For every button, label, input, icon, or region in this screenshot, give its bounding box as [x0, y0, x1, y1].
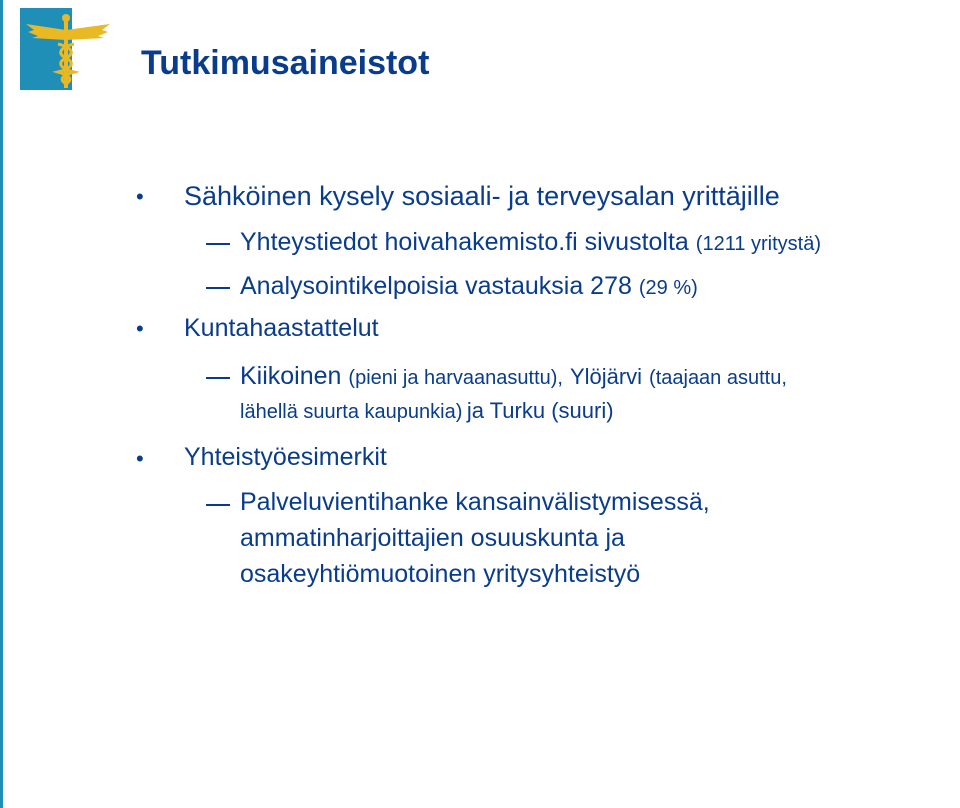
list-item: Kuntahaastattelut: [184, 314, 379, 342]
dash-icon: [206, 243, 230, 245]
dash-icon: [206, 377, 230, 379]
sub-item-note: (taajaan asuttu,: [649, 367, 787, 389]
bullet-icon: •: [136, 184, 144, 209]
bullet-icon: •: [136, 446, 144, 471]
sub-list-item: [240, 362, 787, 391]
bullet-icon: •: [136, 316, 144, 341]
sub-list-item: [240, 272, 698, 301]
slide-title: Tutkimusaineistot: [141, 44, 430, 82]
sub-list-item-continued: [240, 398, 614, 424]
sub-list-item: [240, 228, 821, 257]
sub-list-item-continued: osakeyhtiömuotoinen yritysyhteistyö: [240, 560, 641, 588]
sub-item-note: (1211 yritystä): [695, 233, 822, 255]
dash-icon: [206, 504, 230, 506]
sub-item-text: Analysointikelpoisia vastauksia 278: [240, 272, 632, 300]
sub-item-text: Kiikoinen: [240, 362, 342, 390]
sub-list-item-continued: ammatinharjoittajien osuuskunta ja: [240, 524, 625, 552]
list-item: Yhteistyöesimerkit: [184, 443, 387, 471]
sub-item-text: ja Turku (suuri): [466, 398, 614, 423]
sub-item-text: Yhteystiedot hoivahakemisto.fi sivustolta: [240, 228, 689, 256]
sub-item-note: (29 %): [638, 277, 698, 299]
sub-list-item: Palveluvientihanke kansainvälistymisessä,: [240, 488, 710, 516]
sub-item-note: lähellä suurta kaupunkia): [240, 401, 463, 423]
sub-item-text: Ylöjärvi: [569, 364, 643, 389]
sub-item-note: (pieni ja harvaanasuttu),: [348, 367, 563, 389]
list-item: Sähköinen kysely sosiaali- ja terveysalan yrittäjille: [184, 181, 780, 211]
dash-icon: [206, 287, 230, 289]
